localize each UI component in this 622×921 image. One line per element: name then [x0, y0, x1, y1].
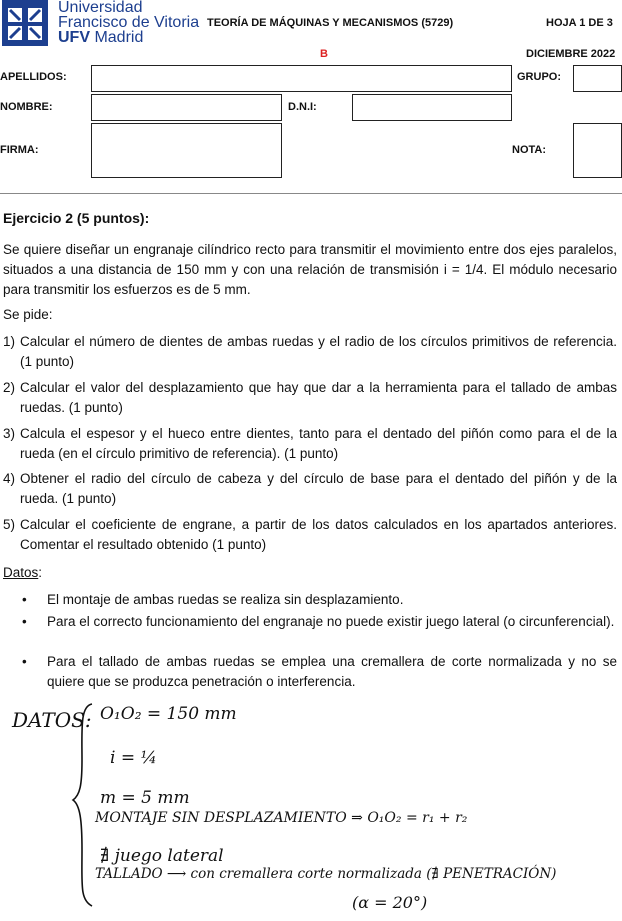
- exam-date: DICIEMBRE 2022: [526, 48, 616, 60]
- bullet-icon: •: [22, 654, 27, 669]
- bullet-icon: •: [22, 592, 27, 607]
- handwritten-heading: DATOS:: [12, 708, 92, 732]
- se-pide-label: Se pide:: [3, 307, 53, 322]
- handwritten-juego: ∄ juego lateral: [100, 846, 224, 866]
- datos-bullet-3: [22, 652, 617, 692]
- question-text: Calcula el espesor y el hueco entre dientes, tanto para el dentado del piñón como para el de la rueda (en el círculo primitivo de referencia). (1 punto): [20, 426, 617, 461]
- question-item-4: [3, 469, 617, 509]
- sheet-number: HOJA 1 DE 3: [546, 17, 613, 29]
- question-number: 4): [3, 471, 16, 486]
- question-text: Calcular el valor del desplazamiento que hay que dar a la herramienta para el tallado de ambas ruedas. (1 punto): [20, 380, 617, 415]
- question-text: Calcular el coeficiente de engrane, a partir de los datos calculados en los apartados anteriores. Comentar el resultado obtenido (1 punto): [20, 517, 617, 552]
- question-number: 2): [3, 380, 16, 395]
- datos-bullet-1: [22, 590, 617, 610]
- university-name-line2: Francisco de Vitoria: [58, 14, 200, 31]
- logo-shield-icon: [2, 0, 48, 46]
- handwritten-tallado: TALLADO ⟶ con cremallera corte normalizada (∄ PENETRACIÓN): [95, 866, 557, 882]
- grupo-label: GRUPO:: [517, 71, 561, 83]
- question-text: Calcular el número de dientes de ambas ruedas y el radio de los círculos primitivos de referencia. (1 punto): [20, 334, 617, 369]
- nota-field[interactable]: [573, 123, 622, 178]
- apellidos-label: APELLIDOS:: [0, 71, 67, 83]
- bullet-text: Para el correcto funcionamiento del engranaje no puede existir juego lateral (o circunferencial).: [47, 614, 615, 629]
- question-item-5: [3, 515, 617, 555]
- header-divider: [0, 193, 622, 194]
- question-number: 5): [3, 517, 16, 532]
- exercise-statement: Se quiere diseñar un engranaje cilíndrico recto para transmitir el movimiento entre dos ejes paralelos, situados a una distancia de 150 mm y con una relación de transmisión i = 1/4. El módulo necesario para transmitir los esfuerzos es de 5 mm.: [3, 242, 617, 297]
- handwritten-distance: O₁O₂ = 150 mm: [100, 704, 237, 724]
- grupo-field[interactable]: [573, 65, 622, 92]
- university-logo: [2, 0, 48, 46]
- question-text: Obtener el radio del círculo de cabeza y del círculo de base para el dentado del piñón y de la rueda. (1 punto): [20, 471, 617, 506]
- datos-label: Datos:: [3, 565, 43, 580]
- firma-field[interactable]: [91, 123, 282, 178]
- nota-label: NOTA:: [512, 144, 547, 156]
- question-item-3: [3, 424, 617, 464]
- bullet-text: El montaje de ambas ruedas se realiza sin desplazamiento.: [47, 592, 404, 607]
- dni-label: D.N.I:: [288, 101, 317, 113]
- question-item-1: [3, 332, 617, 372]
- university-name-line1: Universidad: [58, 0, 143, 16]
- handwritten-montaje: MONTAJE SIN DESPLAZAMIENTO ⇒ O₁O₂ = r₁ + r₂: [95, 810, 468, 826]
- bullet-text: Para el tallado de ambas ruedas se emplea una cremallera de corte normalizada y no se quiere que se produzca penetración o interferencia.: [47, 654, 617, 689]
- nombre-label: NOMBRE:: [0, 101, 53, 113]
- handwritten-module: m = 5 mm: [100, 788, 190, 808]
- exam-variant: B: [320, 48, 328, 60]
- nombre-field[interactable]: [91, 94, 282, 121]
- datos-bullet-2: [22, 612, 617, 632]
- handwritten-ratio: i = ¼: [110, 748, 157, 768]
- dni-field[interactable]: [352, 94, 512, 121]
- course-title: TEORÍA DE MÁQUINAS Y MECANISMOS (5729): [207, 17, 454, 29]
- question-number: 3): [3, 426, 16, 441]
- firma-label: FIRMA:: [0, 144, 39, 156]
- handwritten-alpha: (α = 20°): [352, 893, 428, 912]
- apellidos-field[interactable]: [91, 65, 512, 92]
- question-item-2: [3, 378, 617, 418]
- question-number: 1): [3, 334, 16, 349]
- exercise-title: Ejercicio 2 (5 puntos):: [3, 210, 150, 226]
- handwritten-brace-icon: [70, 700, 96, 910]
- bullet-icon: •: [22, 614, 27, 629]
- university-name-line3: UFV Madrid: [58, 29, 144, 46]
